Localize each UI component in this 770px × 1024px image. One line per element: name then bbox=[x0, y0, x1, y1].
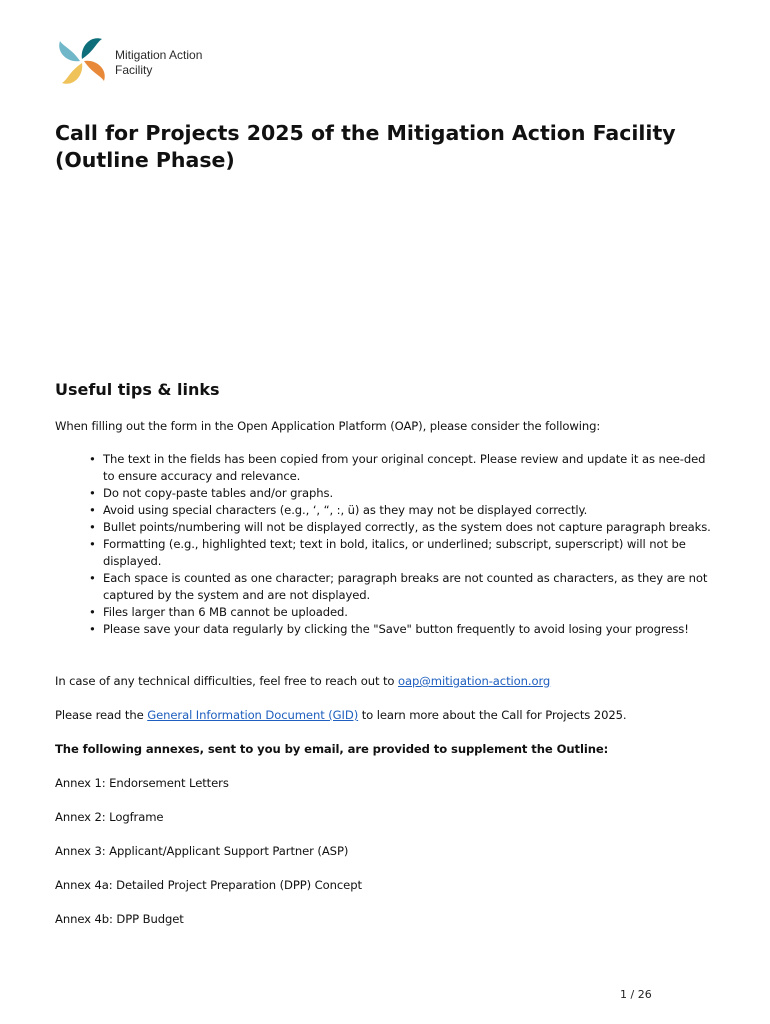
annex-item: Annex 1: Endorsement Letters bbox=[55, 776, 229, 790]
annexes-heading: The following annexes, sent to you by email, are provided to supplement the Outline: bbox=[55, 742, 609, 756]
bullet-icon: • bbox=[89, 622, 96, 636]
gid-suffix: to learn more about the Call for Projects 2025. bbox=[358, 708, 627, 722]
gid-document-link[interactable]: General Information Document (GID) bbox=[147, 708, 359, 722]
annex-item: Annex 2: Logframe bbox=[55, 810, 164, 824]
bullet-icon: • bbox=[89, 520, 96, 534]
annex-item: Annex 4a: Detailed Project Preparation (DPP) Concept bbox=[55, 878, 362, 892]
mitigation-action-facility-logo-icon bbox=[54, 33, 110, 89]
page-number: 1 / 26 bbox=[620, 988, 652, 1001]
list-item: • Files larger than 6 MB cannot be uploaded. bbox=[89, 605, 348, 619]
annex-item: Annex 4b: DPP Budget bbox=[55, 912, 184, 926]
gid-paragraph bbox=[55, 707, 715, 724]
contact-email-link[interactable]: oap@mitigation-action.org bbox=[398, 674, 551, 688]
annex-item: Annex 3: Applicant/Applicant Support Partner (ASP) bbox=[55, 844, 349, 858]
logo-wordmark-line1: Mitigation Action bbox=[115, 48, 203, 62]
contact-paragraph bbox=[55, 673, 715, 690]
contact-text: In case of any technical difficulties, feel free to reach out to bbox=[55, 674, 398, 688]
bullet-icon: • bbox=[89, 452, 96, 466]
list-item: • Avoid using special characters (e.g., ‘, “, :, ü) as they may not be displayed correctly. bbox=[89, 503, 588, 517]
list-item: • Bullet points/numbering will not be displayed correctly, as the system does not capture paragraph breaks. bbox=[89, 520, 711, 534]
list-item: • Do not copy-paste tables and/or graphs. bbox=[89, 486, 334, 500]
bullet-icon: • bbox=[89, 537, 96, 551]
tips-list bbox=[55, 451, 715, 638]
tips-heading: Useful tips & links bbox=[55, 380, 220, 399]
list-item: • Please save your data regularly by clicking the "Save" button frequently to avoid losing your progress! bbox=[89, 622, 689, 636]
bullet-icon: • bbox=[89, 605, 96, 619]
page-title: Call for Projects 2025 of the Mitigation Action Facility (Outline Phase) bbox=[55, 121, 676, 172]
logo-wordmark-line2: Facility bbox=[115, 63, 153, 77]
gid-prefix: Please read the bbox=[55, 708, 148, 722]
bullet-icon: • bbox=[89, 503, 96, 517]
bullet-icon: • bbox=[89, 486, 96, 500]
logo-wordmark bbox=[115, 48, 255, 78]
bullet-icon: • bbox=[89, 571, 96, 585]
tips-intro: When filling out the form in the Open Application Platform (OAP), please consider the following: bbox=[55, 419, 601, 433]
list-item: • Formatting (e.g., highlighted text; text in bold, italics, or underlined; subscript, superscript) will not be displayed. bbox=[89, 537, 686, 568]
list-item: • Each space is counted as one character; paragraph breaks are not counted as characters, as they are not captured by the system and are not displayed. bbox=[89, 571, 708, 602]
list-item: • The text in the fields has been copied from your original concept. Please review and update it as nee-ded to ensure accuracy and relevance. bbox=[89, 452, 706, 483]
